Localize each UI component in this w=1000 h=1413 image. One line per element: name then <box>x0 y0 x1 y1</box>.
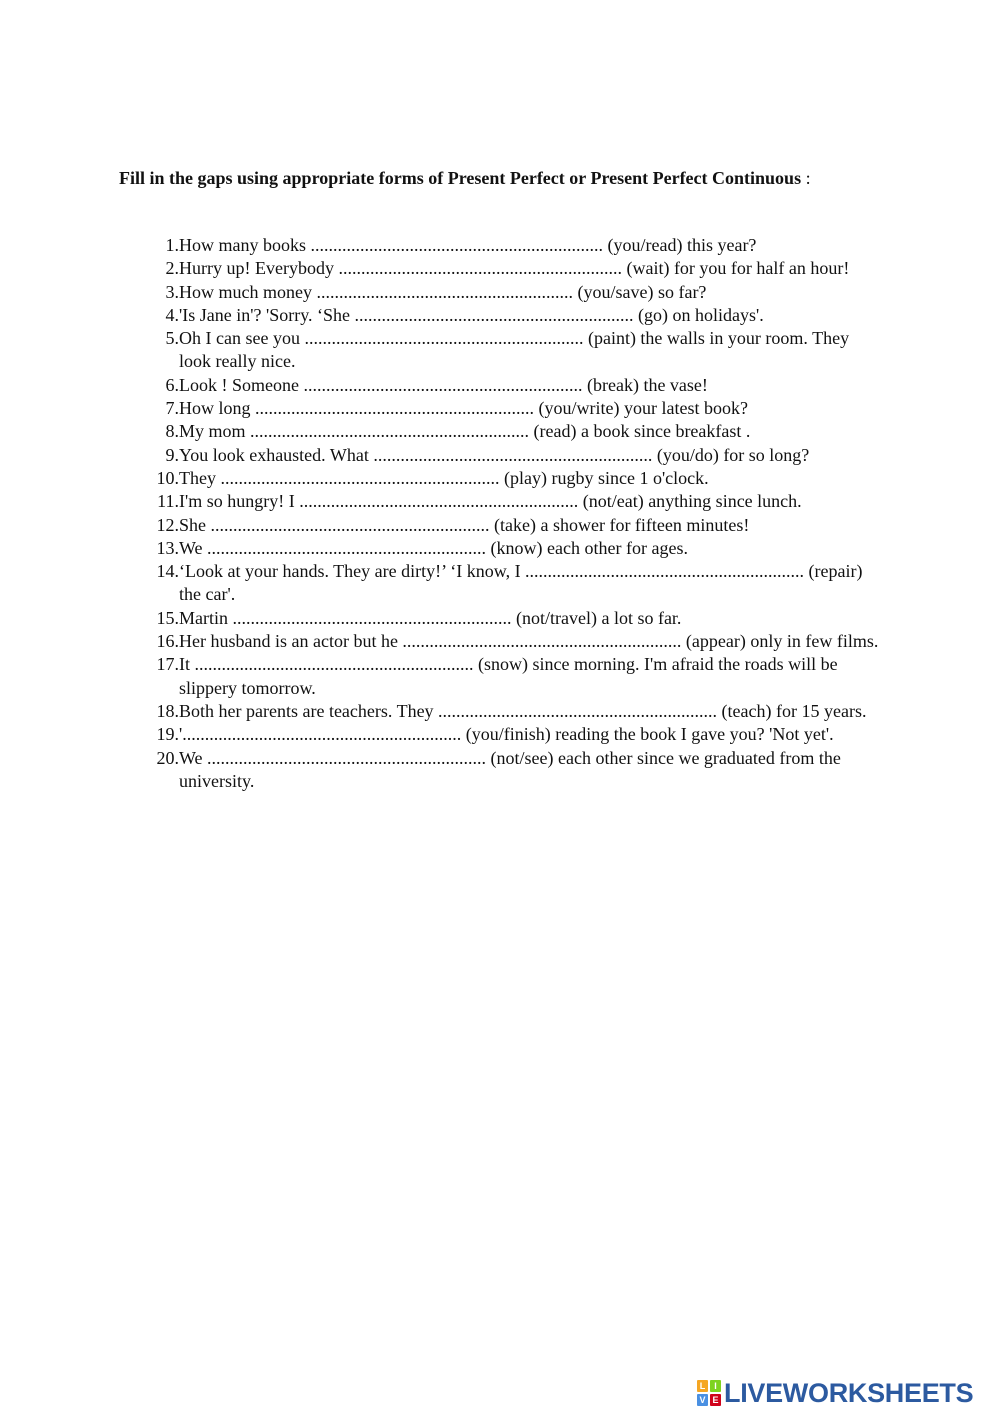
item-text: They .............................................................. (play) rugby since 1 o'clock. <box>179 467 709 488</box>
item-text: Both her parents are teachers. They .............................................................. (teach) for 15 years. <box>179 700 867 721</box>
exercise-item <box>140 304 885 327</box>
item-number: 12. <box>156 514 179 535</box>
item-number: 20. <box>156 747 179 768</box>
logo-icon-cell-e: E <box>710 1394 721 1406</box>
exercise-list <box>140 234 885 793</box>
exercise-item <box>140 653 885 700</box>
item-text: She .............................................................. (take) a shower for fifteen minutes! <box>179 514 750 535</box>
exercise-item <box>140 234 885 257</box>
exercise-item <box>140 420 885 443</box>
item-number: 8. <box>165 421 179 442</box>
item-text: Hurry up! Everybody ............................................................... (wait) for you for half an hour! <box>179 258 850 279</box>
item-number: 10. <box>156 467 179 488</box>
item-text: How many books ................................................................. (you/read) this year? <box>179 235 757 255</box>
liveworksheets-logo[interactable] <box>697 1378 973 1408</box>
item-text: I'm so hungry! I .............................................................. (not/eat) anything since lunch. <box>179 491 802 512</box>
item-text: Oh I can see you .............................................................. (paint) the walls in your room. They look really nice. <box>179 328 854 372</box>
instructions-bold-text: Fill in the gaps using appropriate forms of Present Perfect or Present Perfect Continuous <box>119 168 802 188</box>
liveworksheets-logo-icon <box>697 1380 721 1406</box>
item-number: 15. <box>156 607 179 628</box>
liveworksheets-logo-text: LIVEWORKSHEETS <box>724 1377 974 1408</box>
item-text: 'Is Jane in'? 'Sorry. ‘She .............................................................. (go) on holidays'. <box>179 304 764 325</box>
item-number: 14. <box>156 561 179 582</box>
item-text: We .............................................................. (not/see) each other since we graduated from the university. <box>179 747 846 791</box>
exercise-item <box>140 514 885 537</box>
item-text: You look exhausted. What .............................................................. (you/do) for so long? <box>179 444 810 465</box>
exercise-item <box>140 327 885 374</box>
exercise-item <box>140 747 885 794</box>
item-number: 17. <box>156 654 179 675</box>
exercise-item <box>140 723 885 746</box>
item-text: How much money ......................................................... (you/save) so far? <box>179 281 707 302</box>
exercise-item <box>140 490 885 513</box>
item-text: Her husband is an actor but he .............................................................. (appear) only in few films. <box>179 631 879 652</box>
item-number: 5. <box>165 328 179 349</box>
item-number: 16. <box>156 631 179 652</box>
exercise-item <box>140 700 885 723</box>
item-text: It .............................................................. (snow) since morning. I'm afraid the roads will be slippery tomorrow. <box>179 654 843 698</box>
item-text: Martin .............................................................. (not/travel) a lot so far. <box>179 607 682 628</box>
item-text: My mom .............................................................. (read) a book since breakfast . <box>179 421 751 442</box>
item-text: Look ! Someone .............................................................. (break) the vase! <box>179 374 708 395</box>
item-number: 4. <box>165 304 179 325</box>
exercise-item <box>140 397 885 420</box>
exercise-item <box>140 444 885 467</box>
item-number: 18. <box>156 700 179 721</box>
item-number: 2. <box>165 258 179 279</box>
logo-icon-cell-v: V <box>697 1394 708 1406</box>
instructions-title <box>119 167 819 189</box>
item-number: 13. <box>156 537 179 558</box>
exercise-item <box>140 560 885 607</box>
item-number: 3. <box>165 281 179 302</box>
item-number: 9. <box>165 444 179 465</box>
item-number: 19. <box>156 724 179 745</box>
item-text: ‘Look at your hands. They are dirty!’ ‘I know, I .............................................................. (repair) the car'. <box>179 561 868 605</box>
item-number: 1. <box>165 235 179 255</box>
item-text: '.............................................................. (you/finish) reading the book I gave you? 'Not yet'. <box>179 724 834 745</box>
exercise-item <box>140 374 885 397</box>
item-number: 7. <box>165 398 179 419</box>
exercise-item <box>140 630 885 653</box>
logo-icon-cell-l: L <box>697 1380 708 1392</box>
item-number: 6. <box>165 374 179 395</box>
exercise-item <box>140 257 885 280</box>
exercise-item <box>140 281 885 304</box>
item-text: We .............................................................. (know) each other for ages. <box>179 537 688 558</box>
instructions-suffix: : <box>801 168 811 188</box>
item-text: How long .............................................................. (you/write) your latest book? <box>179 398 748 419</box>
logo-icon-cell-i: I <box>710 1380 721 1392</box>
item-number: 11. <box>157 491 179 512</box>
exercise-item <box>140 537 885 560</box>
exercise-item <box>140 607 885 630</box>
exercise-item <box>140 467 885 490</box>
